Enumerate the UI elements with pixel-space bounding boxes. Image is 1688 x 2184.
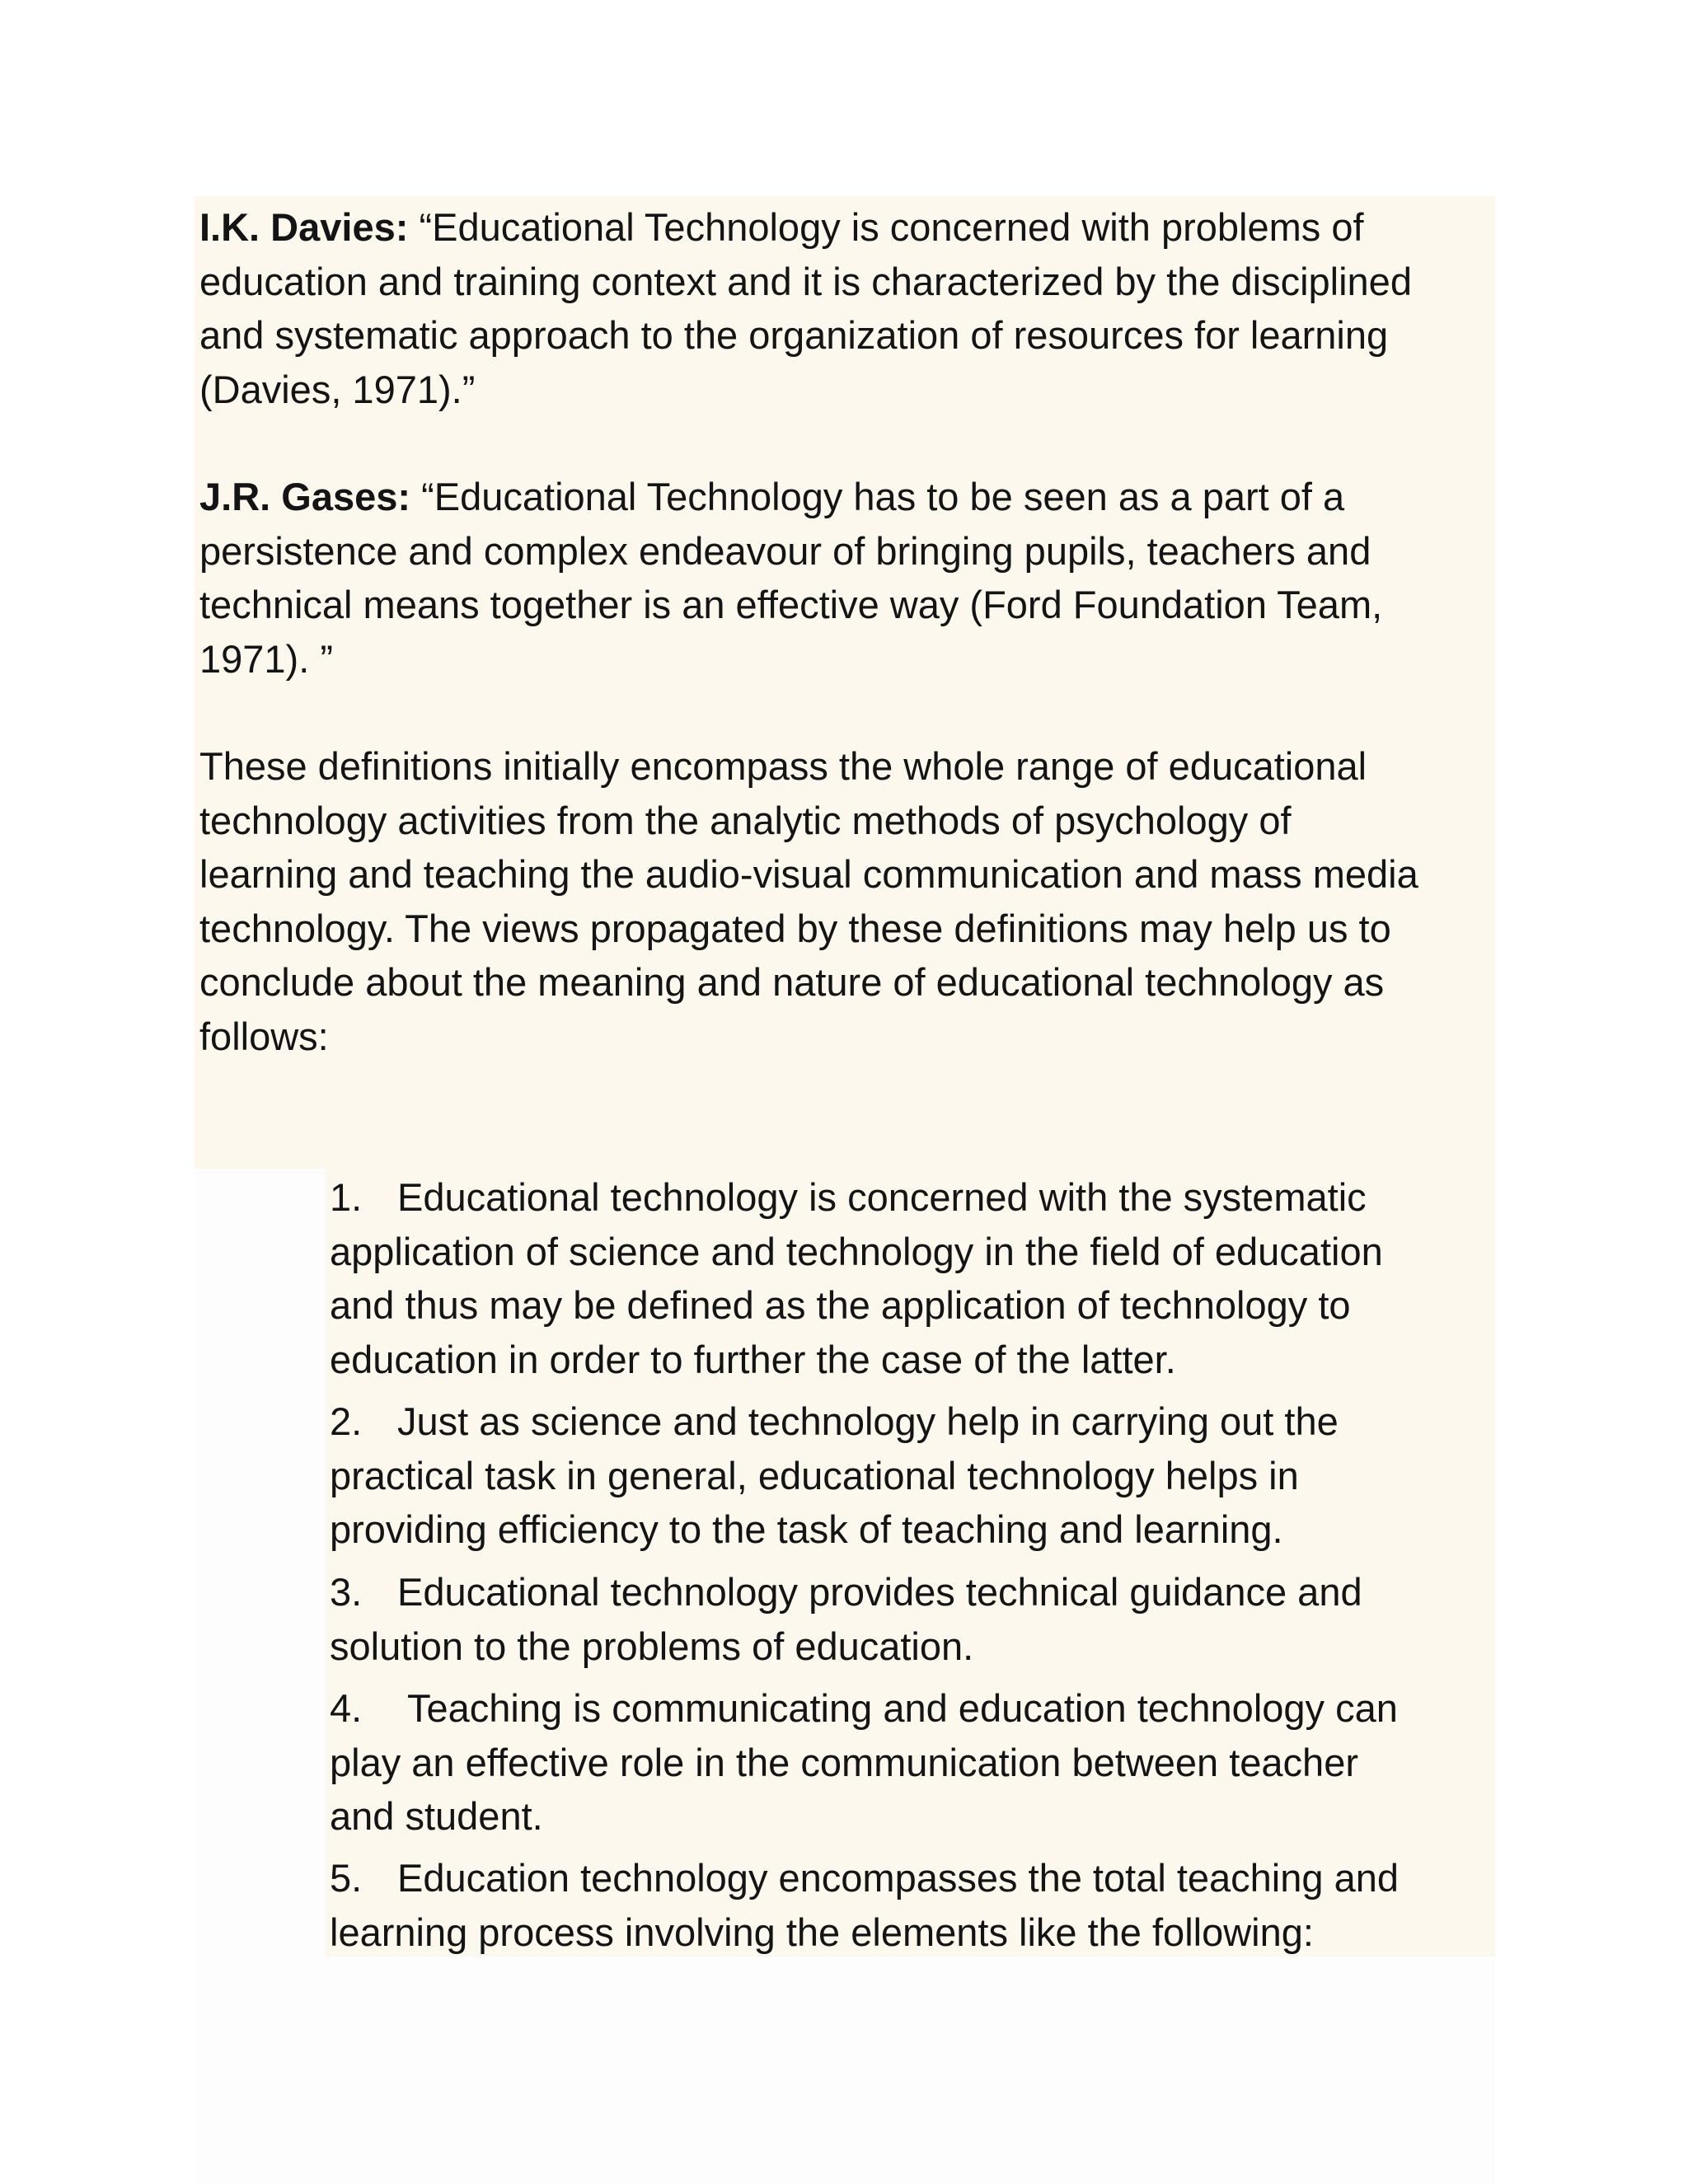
definition-line: I.K. Davies: “Educational Technology is concerned with problems of	[199, 205, 1364, 249]
summary-line: technology. The views propagated by these definitions may help us to	[199, 906, 1391, 950]
list-text: practical task in general, educational technology helps in	[330, 1453, 1299, 1497]
list-text: Education technology encompasses the total teaching and	[397, 1856, 1400, 1900]
definition-line: technical means together is an effective way (Ford Foundation Team,	[199, 583, 1383, 626]
list-number: 5.	[330, 1856, 363, 1900]
list-item-2	[330, 1394, 1339, 1557]
definition-gases	[199, 470, 1382, 686]
definition-line: J.R. Gases: “Educational Technology has to be seen as a part of a	[199, 475, 1345, 518]
list-text: Teaching is communicating and education technology can	[407, 1686, 1398, 1730]
list-text: play an effective role in the communication between teacher	[330, 1740, 1358, 1784]
definition-line: 1971). ”	[199, 636, 333, 681]
list-text: providing efficiency to the task of teaching and learning.	[330, 1507, 1283, 1551]
list-text: Educational technology is concerned with the systematic	[397, 1175, 1367, 1219]
list-text: solution to the problems of education.	[330, 1624, 974, 1668]
list-item-5	[330, 1851, 1399, 1959]
list-item-3	[330, 1565, 1362, 1673]
definition-line: education and training context and it is characterized by the disciplined	[199, 259, 1412, 303]
summary-line: conclude about the meaning and nature of educational technology as	[199, 960, 1385, 1004]
list-text: and thus may be defined as the application of technology to	[330, 1283, 1351, 1327]
definition-line: and systematic approach to the organization of resources for learning	[199, 313, 1389, 357]
definition-davies	[199, 200, 1412, 416]
definition-line: (Davies, 1971).”	[199, 367, 476, 411]
list-text: Just as science and technology help in carrying out the	[397, 1399, 1339, 1443]
summary-line: technology activities from the analytic methods of psychology of	[199, 798, 1292, 842]
list-text: application of science and technology in the field of education	[330, 1229, 1383, 1273]
summary-line: learning and teaching the audio-visual communication and mass media	[199, 852, 1418, 896]
definition-author: J.R. Gases:	[199, 475, 411, 518]
list-text: and student.	[330, 1794, 543, 1838]
list-number: 3.	[330, 1570, 363, 1614]
list-item-4	[330, 1681, 1398, 1844]
list-number: 1.	[330, 1175, 363, 1219]
list-number: 4.	[330, 1686, 363, 1730]
summary-line: follows:	[199, 1014, 329, 1058]
summary-paragraph	[199, 739, 1418, 1063]
definition-author: I.K. Davies:	[199, 205, 409, 249]
list-text: Educational technology provides technical guidance and	[397, 1570, 1362, 1614]
summary-line: These definitions initially encompass the whole range of educational	[199, 744, 1367, 788]
list-text: education in order to further the case of the latter.	[330, 1337, 1176, 1381]
list-text: learning process involving the elements like the following:	[330, 1910, 1314, 1954]
list-number: 2.	[330, 1399, 363, 1443]
definition-line: persistence and complex endeavour of bringing pupils, teachers and	[199, 528, 1372, 573]
list-item-1	[330, 1170, 1383, 1386]
